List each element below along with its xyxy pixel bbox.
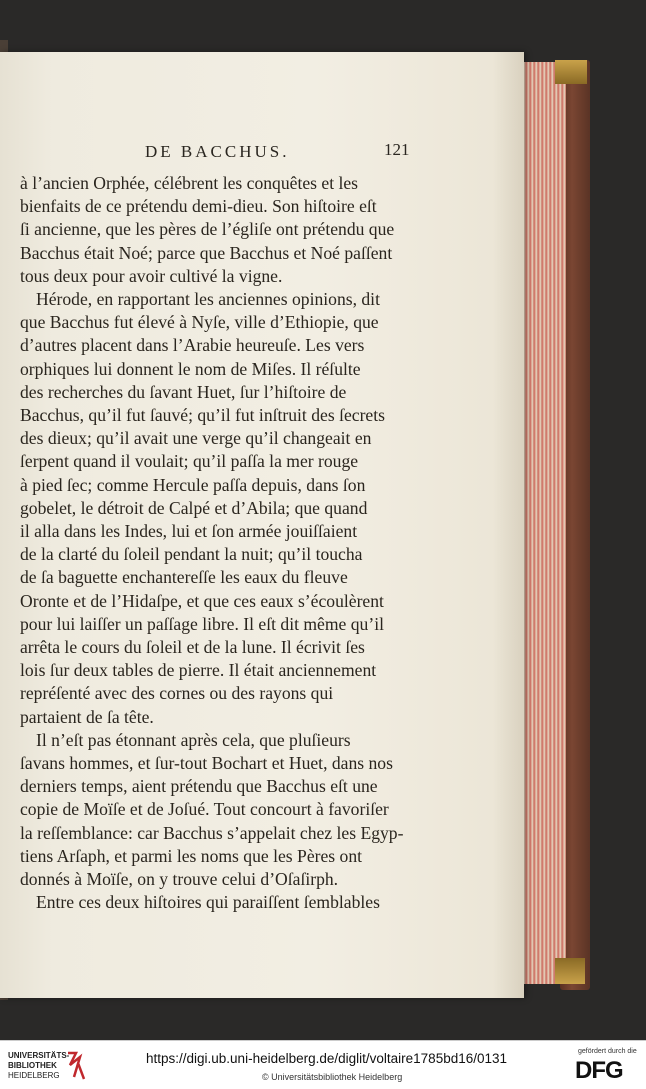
text-line: copie de Moïſe et de Joſué. Tout concourt à favoriſer — [20, 799, 389, 820]
text-line: repréſenté avec des cornes ou des rayons qui — [20, 683, 334, 704]
text-line: Entre ces deux hiſtoires qui paraiſſent ſemblables — [36, 892, 380, 913]
dfg-logo[interactable]: DFG — [575, 1057, 623, 1084]
text-line: donnés à Moïſe, on y trouve celui d’Oſaſirph. — [20, 869, 339, 890]
library-logo[interactable] — [8, 1051, 69, 1081]
text-line: que Bacchus fut élevé à Nyſe, ville d’Ethiopie, que — [20, 312, 379, 333]
footer-bar — [0, 1040, 646, 1089]
text-line: Bacchus, qu’il fut ſauvé; qu’il fut inſtruit des ſecrets — [20, 405, 385, 426]
text-line: ſerpent quand il voulait; qu’il paſſa la mer rouge — [20, 451, 359, 472]
text-line: tiens Arſaph, et parmi les noms que les Pères ont — [20, 845, 363, 866]
gilt-corner-top — [555, 60, 587, 84]
text-line: orphiques lui donnent le nom de Miſes. Il réſulte — [20, 358, 361, 379]
text-line: il alla dans les Indes, lui et ſon armée jouiſſaient — [20, 521, 358, 542]
text-line: partaient de ſa tête. — [20, 706, 154, 727]
body-text — [20, 172, 422, 915]
text-line: d’autres placent dans l’Arabie heureuſe. Les vers — [20, 335, 365, 356]
text-line: bienfaits de ce prétendu demi-dieu. Son hiſtoire eſt — [20, 196, 377, 217]
copyright-notice: © Universitätsbibliothek Heidelberg — [262, 1072, 403, 1082]
text-line: Bacchus était Noé; parce que Bacchus et Noé paſſent — [20, 242, 393, 263]
running-head: DE BACCHUS. — [145, 142, 290, 161]
funder-note: gefördert durch die — [578, 1048, 637, 1055]
text-line: derniers temps, aient prétendu que Bacchus eſt une — [20, 776, 378, 797]
text-line: Oronte et de l’Hidaſpe, et que ces eaux s’écoulèrent — [20, 590, 384, 611]
text-line: à pied ſec; comme Hercule paſſa depuis, dans ſon — [20, 474, 366, 495]
library-name-line: UNIVERSITÄTS- — [8, 1051, 70, 1060]
library-name-line: HEIDELBERG — [8, 1071, 60, 1080]
text-line: ſavans hommes, et ſur-tout Bochart et Huet, dans nos — [20, 753, 393, 774]
text-line: la reſſemblance: car Bacchus s’appelait chez les Egyp- — [20, 822, 404, 843]
text-line: gobelet, le détroit de Calpé et d’Abila; que quand — [20, 497, 368, 518]
text-line: arrêta le cours du ſoleil et de la lune. Il écrivit ſes — [20, 637, 365, 658]
permalink-url[interactable]: https://digi.ub.uni-heidelberg.de/diglit/voltaire1785bd16/0131 — [146, 1051, 508, 1066]
text-line: des dieux; qu’il avait une verge qu’il changeait en — [20, 428, 372, 449]
text-line: Hérode, en rapportant les anciennes opinions, dit — [36, 289, 380, 310]
text-line: des recherches du ſavant Huet, ſur l’hiſtoire de — [20, 381, 347, 402]
gilt-corner-bottom — [555, 958, 585, 984]
text-line: lois ſur deux tables de pierre. Il était anciennement — [20, 660, 377, 681]
library-name-line: BIBLIOTHEK — [8, 1061, 57, 1070]
text-line: tous deux pour avoir cultivé la vigne. — [20, 265, 283, 286]
text-line: Il n’eſt pas étonnant après cela, que pluſieurs — [36, 729, 351, 750]
library-seal-icon — [66, 1049, 86, 1081]
page-edges — [520, 62, 566, 984]
page-number: 121 — [384, 140, 410, 159]
text-line: pour lui laiſſer un paſſage libre. Il eſt dit même qu’il — [20, 613, 384, 634]
text-line: de ſa baguette enchantereſſe les eaux du fleuve — [20, 567, 348, 588]
text-line: de la clarté du ſoleil pendant la nuit; qu’il toucha — [20, 544, 363, 565]
text-line: ſi ancienne, que les pères de l’égliſe ont prétendu que — [20, 219, 395, 240]
text-line: à l’ancien Orphée, célébrent les conquêtes et les — [20, 173, 359, 193]
